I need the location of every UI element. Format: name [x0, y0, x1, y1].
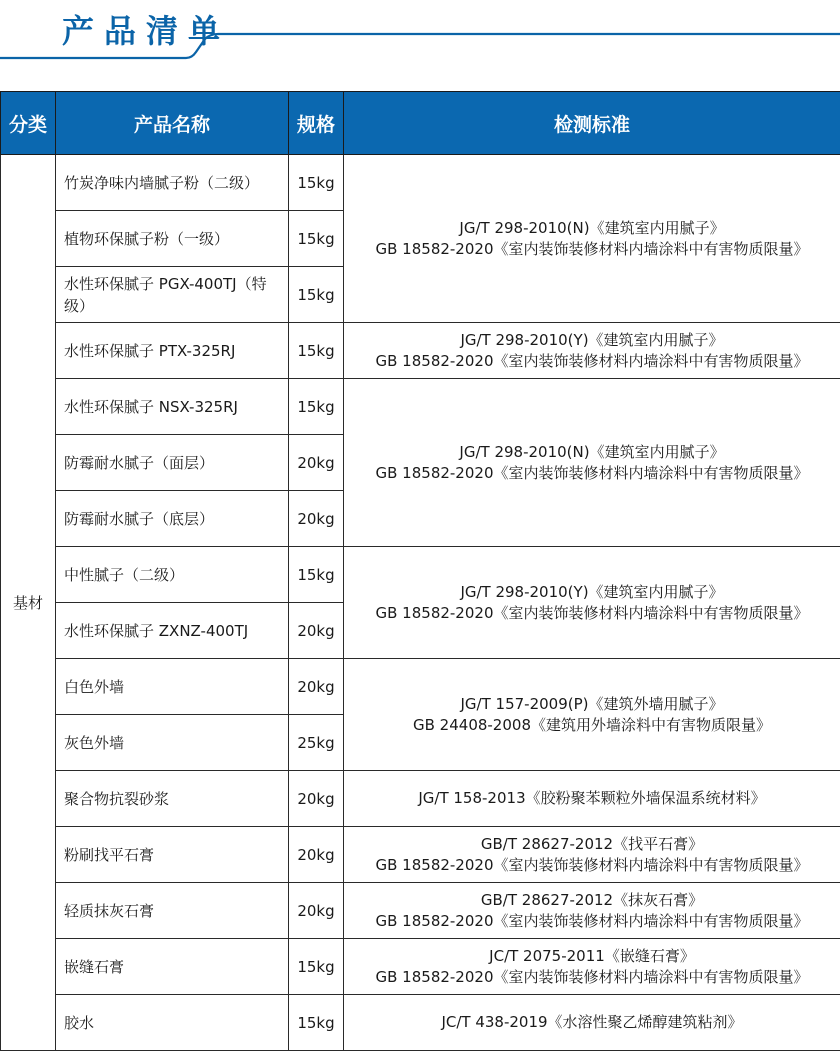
- product-spec: 15kg: [289, 211, 344, 267]
- product-name: 水性环保腻子 PGX-400TJ（特级）: [56, 267, 289, 323]
- product-spec: 20kg: [289, 827, 344, 883]
- product-spec: 15kg: [289, 995, 344, 1051]
- standard-line: GB 18582-2020《室内装饰装修材料内墙涂料中有害物质限量》: [375, 351, 809, 370]
- standard-line: GB 18582-2020《室内装饰装修材料内墙涂料中有害物质限量》: [375, 603, 809, 622]
- product-name: 胶水: [56, 995, 289, 1051]
- column-header-standard: 检测标准: [344, 92, 840, 155]
- standard-line: JG/T 298-2010(Y)《建筑室内用腻子》: [460, 582, 724, 601]
- table-row: [1, 155, 840, 211]
- product-spec: 15kg: [289, 155, 344, 211]
- standard-line: JC/T 2075-2011《嵌缝石膏》: [489, 946, 695, 965]
- standard-cell: [344, 771, 840, 827]
- product-spec: 15kg: [289, 267, 344, 323]
- standard-line: GB/T 28627-2012《找平石膏》: [480, 834, 704, 853]
- product-name: 植物环保腻子粉（一级）: [56, 211, 289, 267]
- category-cell: 基材: [1, 155, 56, 1051]
- page-title: 产品清单: [62, 12, 231, 50]
- product-name: 白色外墙: [56, 659, 289, 715]
- standard-cell: [344, 659, 840, 771]
- product-spec: 15kg: [289, 547, 344, 603]
- column-header-category: 分类: [1, 92, 56, 155]
- standard-line: JG/T 158-2013《胶粉聚苯颗粒外墙保温系统材料》: [418, 789, 766, 807]
- product-spec: 20kg: [289, 771, 344, 827]
- product-spec: 20kg: [289, 435, 344, 491]
- standard-line: GB 18582-2020《室内装饰装修材料内墙涂料中有害物质限量》: [375, 911, 809, 930]
- product-name: 水性环保腻子 ZXNZ-400TJ: [56, 603, 289, 659]
- standard-line: GB 18582-2020《室内装饰装修材料内墙涂料中有害物质限量》: [375, 855, 809, 874]
- table-row: [1, 771, 840, 827]
- standard-cell: [344, 939, 840, 995]
- standard-cell: [344, 827, 840, 883]
- product-spec: 20kg: [289, 659, 344, 715]
- standard-line: GB/T 28627-2012《抹灰石膏》: [480, 890, 704, 909]
- standard-line: JG/T 157-2009(P)《建筑外墙用腻子》: [460, 694, 724, 713]
- product-spec: 15kg: [289, 323, 344, 379]
- standard-cell: [344, 323, 840, 379]
- product-name: 聚合物抗裂砂浆: [56, 771, 289, 827]
- product-name: 防霉耐水腻子（底层）: [56, 491, 289, 547]
- product-name: 轻质抹灰石膏: [56, 883, 289, 939]
- standard-line: JG/T 298-2010(N)《建筑室内用腻子》: [459, 218, 725, 237]
- product-name: 灰色外墙: [56, 715, 289, 771]
- product-spec: 20kg: [289, 603, 344, 659]
- product-table: [0, 91, 840, 1051]
- page-header: [0, 0, 840, 91]
- product-name: 竹炭净味内墙腻子粉（二级）: [56, 155, 289, 211]
- table-header-row: [1, 92, 840, 155]
- product-name: 水性环保腻子 NSX-325RJ: [56, 379, 289, 435]
- table-row: [1, 995, 840, 1051]
- standard-cell: [344, 995, 840, 1051]
- table-row: [1, 883, 840, 939]
- table-row: [1, 939, 840, 995]
- table-row: [1, 547, 840, 603]
- product-spec: 20kg: [289, 491, 344, 547]
- standard-cell: [344, 547, 840, 659]
- standard-line: GB 18582-2020《室内装饰装修材料内墙涂料中有害物质限量》: [375, 463, 809, 482]
- product-name: 中性腻子（二级）: [56, 547, 289, 603]
- product-name: 防霉耐水腻子（面层）: [56, 435, 289, 491]
- product-name: 粉刷找平石膏: [56, 827, 289, 883]
- standard-line: JG/T 298-2010(Y)《建筑室内用腻子》: [460, 330, 724, 349]
- product-name: 水性环保腻子 PTX-325RJ: [56, 323, 289, 379]
- standard-line: GB 24408-2008《建筑用外墙涂料中有害物质限量》: [413, 715, 771, 734]
- table-row: [1, 379, 840, 435]
- product-spec: 20kg: [289, 883, 344, 939]
- column-header-spec: 规格: [289, 92, 344, 155]
- standard-line: GB 18582-2020《室内装饰装修材料内墙涂料中有害物质限量》: [375, 967, 809, 986]
- product-spec: 15kg: [289, 379, 344, 435]
- table-row: [1, 659, 840, 715]
- standard-cell: [344, 883, 840, 939]
- standard-line: JG/T 298-2010(N)《建筑室内用腻子》: [459, 442, 725, 461]
- table-row: [1, 323, 840, 379]
- product-spec: 25kg: [289, 715, 344, 771]
- standard-cell: [344, 155, 840, 323]
- product-name: 嵌缝石膏: [56, 939, 289, 995]
- table-row: [1, 827, 840, 883]
- standard-line: GB 18582-2020《室内装饰装修材料内墙涂料中有害物质限量》: [375, 239, 809, 258]
- standard-line: JC/T 438-2019《水溶性聚乙烯醇建筑粘剂》: [441, 1013, 743, 1031]
- column-header-name: 产品名称: [56, 92, 289, 155]
- standard-cell: [344, 379, 840, 547]
- product-spec: 15kg: [289, 939, 344, 995]
